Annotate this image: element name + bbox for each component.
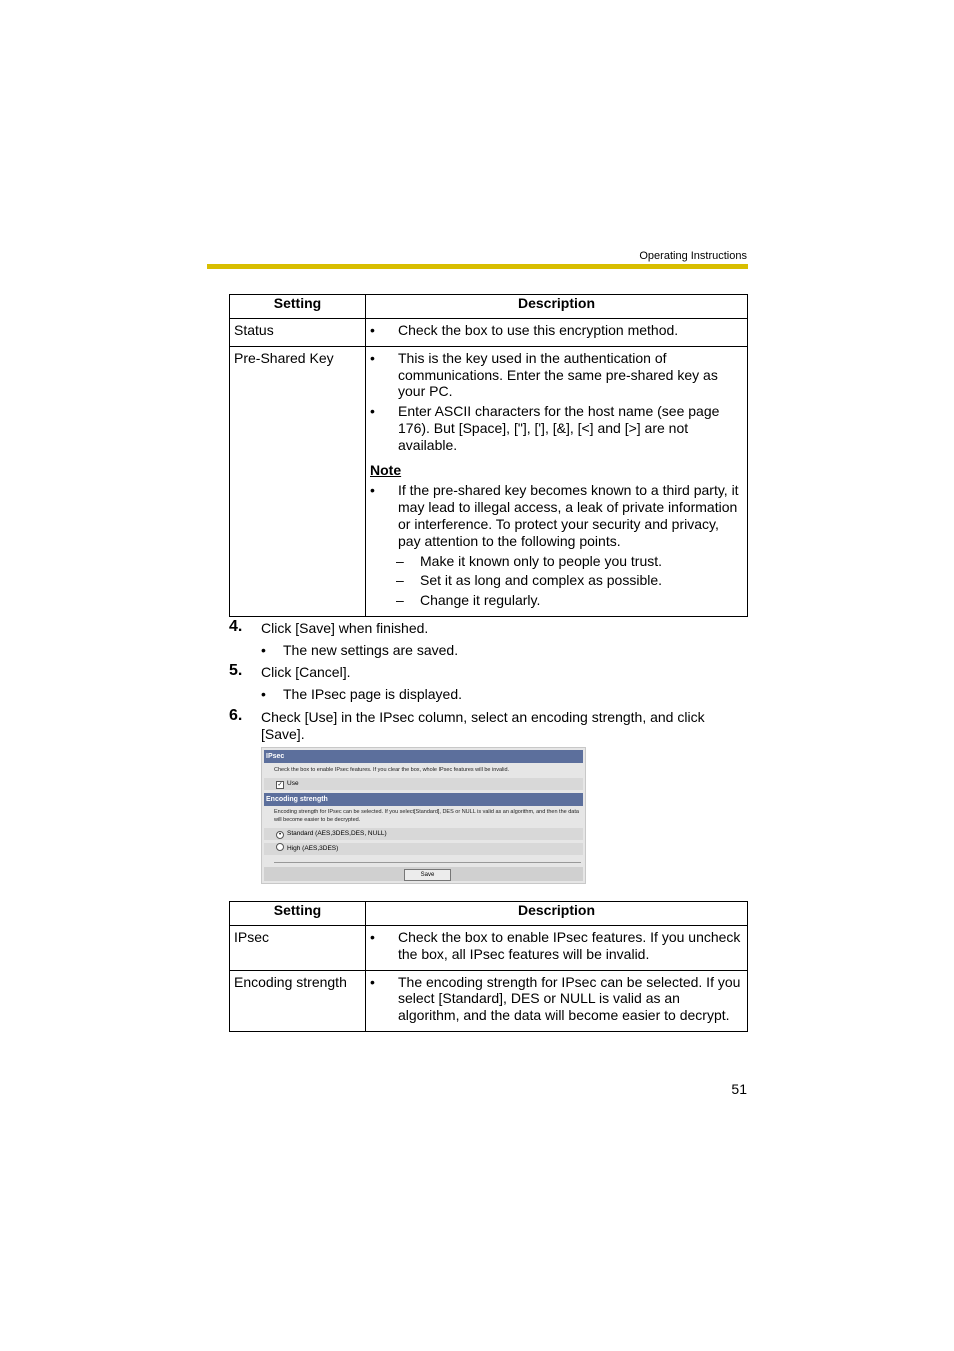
step-text: Check [Use] in the IPsec column, select an encoding strength, and click [Save]. (261, 709, 705, 742)
settings-table-1 (229, 294, 748, 617)
column-header-description: Description (366, 902, 748, 926)
step-text: Click [Cancel]. (261, 664, 351, 680)
step-number: 5. (229, 662, 243, 679)
settings-table-2 (229, 901, 748, 1032)
bullet-item: • Check the box to enable IPsec features. If you uncheck the box, all IPsec features will be invalid. (370, 929, 741, 962)
step-4 (229, 620, 729, 637)
checkbox-checked-icon[interactable]: ✓ (277, 782, 283, 788)
step-number: 4. (229, 618, 243, 635)
setting-cell: Pre-Shared Key (230, 346, 366, 616)
description-cell (366, 926, 748, 971)
standard-radio-row[interactable] (264, 828, 583, 840)
step-result: • The new settings are saved. (261, 642, 459, 658)
table-row (230, 970, 748, 1031)
setting-cell: Encoding strength (230, 970, 366, 1031)
divider (274, 862, 581, 863)
radio-unselected-icon[interactable] (276, 843, 284, 851)
save-bar (264, 867, 583, 881)
use-label: Use (287, 780, 299, 787)
use-checkbox-row[interactable] (264, 778, 583, 790)
save-button[interactable]: Save (404, 869, 451, 881)
encoding-description: Encoding strength for IPsec can be selected. If you select[Standard], DES or NULL is valid as an algorithm, and then the data will become easier to be decrypted. (274, 809, 579, 823)
step-number: 6. (229, 707, 243, 724)
bullet-item: • This is the key used in the authentication of communications. Enter the same pre-shared key as your PC. (370, 349, 718, 400)
note-heading: Note (370, 461, 402, 478)
high-label: High (AES,3DES) (287, 845, 339, 852)
dash-item: – Set it as long and complex as possible. (396, 572, 663, 589)
bullet-item: • Enter ASCII characters for the host name (see page 176). But [Space], ["], ['], [&], [<] and [>] are not available. (370, 403, 720, 453)
bullet-item: • If the pre-shared key becomes known to a third party, it may lead to illegal access, a leak of private information or interference. To protect your security and privacy, pay attention to the following points. (370, 482, 739, 549)
description-cell (366, 970, 748, 1031)
bullet-item: • Check the box to use this encryption method. (370, 322, 679, 338)
running-header: Operating Instructions (639, 250, 747, 262)
page-number: 51 (731, 1081, 747, 1097)
description-cell (366, 319, 748, 347)
column-header-setting: Setting (230, 902, 366, 926)
column-header-setting: Setting (230, 295, 366, 319)
ipsec-settings-screenshot (261, 747, 586, 884)
step-6 (229, 709, 729, 743)
ipsec-description: Check the box to enable IPsec features. If you clear the box, whole IPsec features will be invalid. (274, 767, 510, 773)
bullet-item: • The encoding strength for IPsec can be selected. If you select [Standard], DES or NULL is valid as an algorithm, and the data will become easier to decrypt. (370, 973, 741, 1024)
step-result: • The IPsec page is displayed. (261, 686, 462, 702)
description-cell (366, 346, 748, 616)
setting-cell: Status (230, 319, 366, 347)
table-row (230, 926, 748, 971)
encoding-section-header: Encoding strength (264, 793, 583, 806)
table-row (230, 319, 748, 347)
column-header-description: Description (366, 295, 748, 319)
high-radio-row[interactable] (264, 843, 583, 855)
dash-item: – Make it known only to people you trust. (396, 552, 663, 569)
standard-label: Standard (AES,3DES,DES, NULL) (287, 830, 387, 837)
dash-item: – Change it regularly. (396, 592, 541, 609)
step-5 (229, 664, 729, 681)
header-rule (207, 264, 748, 269)
radio-selected-icon[interactable]: • (276, 831, 284, 839)
step-text: Click [Save] when finished. (261, 620, 429, 636)
ipsec-section-header: IPsec (264, 750, 583, 763)
setting-cell: IPsec (230, 926, 366, 971)
table-row (230, 346, 748, 616)
